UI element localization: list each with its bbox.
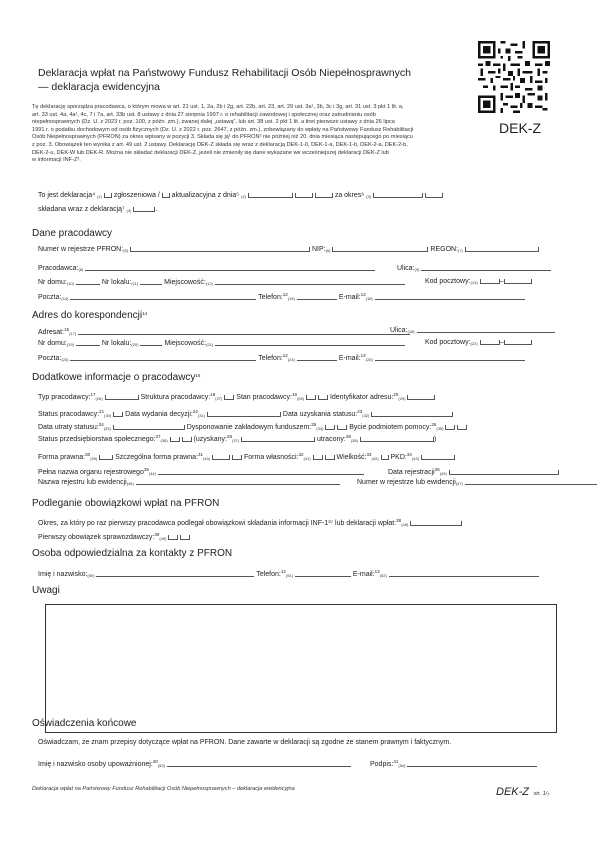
social-lost-date[interactable] — [360, 437, 434, 442]
employer-contact-row: Poczta:(14) Telefon:$^{12}$(15) E-mail:$^{13}$(16) — [38, 291, 525, 303]
employer-street-field[interactable] — [421, 264, 551, 271]
additional-row-2: Status pracodawcy:$^{21}$(30) Data wydania decyzji:$^{22}$(31) Data uzyskania statusu:$^{23}$(32) — [38, 408, 453, 420]
footer-text: Deklaracja wpłat na Państwowy Fundusz Rehabilitacji Osób Niepełnosprawnych – deklaracja ewidencyjna — [32, 786, 295, 792]
ownership-b[interactable] — [325, 455, 335, 460]
employer-id-row: Numer w rejestrze PFRON:(5) NIP:(6) REGON:(7) — [38, 246, 539, 255]
employer-postcode-row: Kod pocztowy:(13) – — [425, 278, 532, 287]
employer-city-field[interactable] — [215, 278, 405, 285]
pkd-field[interactable] — [421, 455, 455, 460]
signature-row: Podpis:$^{41}$(54) — [370, 758, 537, 770]
registry-authority-field[interactable] — [158, 468, 364, 475]
corr-address-row: Adresat:$^{15}$(17) — [38, 326, 410, 338]
employer-phone-field[interactable] — [297, 293, 337, 300]
registry-name-field[interactable] — [136, 478, 340, 485]
qr-code — [478, 41, 550, 113]
employer-type-field[interactable] — [105, 395, 139, 400]
final-row: Imię i nazwisko osoby upoważnionej:$^{40}$(53) — [38, 758, 351, 770]
corr-flat-field[interactable] — [140, 339, 162, 346]
social-yes[interactable] — [170, 437, 180, 442]
section-remarks: Uwagi — [32, 585, 60, 596]
update-date-month[interactable] — [295, 193, 313, 198]
aid-yes[interactable] — [445, 425, 455, 430]
declaration-type-row: To jest deklaracja⁴ (1) zgłoszeniowa / aktualizacyjna z dnia⁵ (2) za okres⁶ (3) — [38, 192, 443, 201]
obligation-period-field[interactable] — [410, 521, 462, 526]
corr-street-field[interactable] — [417, 326, 555, 333]
additional-row-1: Typ pracodawcy:$^{17}$(26) Struktura pracodawcy:$^{18}$(27) Stan pracodawcy:$^{19}$(28) Identyfikator adresu:$^{20}$(29) — [38, 391, 435, 403]
signature-field[interactable] — [407, 760, 537, 767]
employer-post-field[interactable] — [70, 293, 256, 300]
law-form-detail-a[interactable] — [212, 455, 230, 460]
employer-state-b[interactable] — [318, 395, 328, 400]
remarks-textarea[interactable] — [45, 604, 557, 733]
page-title: Deklaracja wpłat na Państwowy Fundusz Rehabilitacji Osób Niepełnosprawnych — [38, 67, 411, 79]
section-additional: Dodatkowe informacje o pracodawcy$^{16}$ — [32, 372, 201, 383]
corr-city-field[interactable] — [215, 339, 405, 346]
decision-date-field[interactable] — [207, 412, 281, 417]
registry-row-1: Pełna nazwa organu rejestrowego$^{35}$(44) — [38, 466, 364, 478]
employer-structure-field[interactable] — [224, 395, 234, 400]
nip-field[interactable] — [332, 247, 428, 252]
employer-street-row: Ulica:(9) — [397, 264, 551, 274]
status-date-field[interactable] — [371, 412, 453, 417]
corr-house-field[interactable] — [76, 339, 100, 346]
employer-name-row: Pracodawca:(8) — [38, 264, 375, 274]
intro-paragraph: Tę deklarację sporządza pracodawca, o którym mowa w art. 21 ust. 1, 2a, 2b i 2g, art. 22b, art. 23, art. 29 ust. 3a¹, 3b, 3c i 3g, art. 31 ust. 3 pkt 1 lit. a, art. 33 ust. 4a, 4a¹, 4c, 7 i 7a, art. 33b ust. 8 ustawy z dnia 27 sierpnia 1997 r. o rehabilitacji zawodowej i społecznej oraz zatrudnianiu osób niepełnosprawnych (Dz. U. z 2023 r. poz. 100, z późn. zm.), zwanej dalej „ustawą”, lub art. 38 ust. 2 pkt 1 lit. a tiret pierwsze ustawy z dnia 26 lipca 1991 r. o podatku dochodowym od osób fizycznych (Dz. U. z 2022 r. poz. 2647, z późn. zm.), zobowiązany do wpłaty na Państwowy Fundusz Rehabilitacji Osób Niepełnosprawnych (PFRON) za okres wpisany w pozycji 3. Składa się ją¹ do PFRON² nie później niż 20. dnia miesiąca następującego po miesiącu z poz. 3. Obowiązek ten wynika z art. 49 ust. 2 ustawy. Deklarację DEK-Z składa się wraz z deklaracją DEK-1-0, DEK-1-a, DEK-1-b, DEK-2-a, DEK-2-b, DEK-2-u, DEK-W lub DEK-R. Można nie składać deklaracji DEK-Z, jeżeli nie zmieniły się dane wykazane we wcześniejszej deklaracji DEK-Z lub w informacji INF-Z³. — [32, 104, 414, 164]
corr-phone-field[interactable] — [297, 354, 337, 361]
corr-postcode-a[interactable] — [480, 340, 500, 345]
aid-no[interactable] — [457, 425, 467, 430]
corr-postcode-row: Kod pocztowy:(22) – — [425, 339, 532, 348]
page-subtitle: — deklaracja ewidencyjna — [38, 81, 160, 93]
registry-date-field[interactable] — [449, 470, 559, 475]
employer-state-a[interactable] — [306, 395, 316, 400]
registry-number-row: Numer w rejestrze lub ewidencji(47) — [357, 478, 597, 488]
registry-date-row: Data rejestracji$^{36}$(45) — [388, 466, 559, 478]
registry-row-2: Nazwa rejestru lub ewidencji(46) — [38, 478, 340, 488]
section-employer: Dane pracodawcy — [32, 228, 113, 239]
authorized-name-field[interactable] — [167, 760, 351, 767]
update-date-field[interactable] — [248, 193, 293, 198]
footer-code: DEK-Z str. 1/₇ — [496, 786, 550, 798]
obligation-row-2: Pierwszy obowiązek sprawozdawczy:$^{39}$(49) — [38, 531, 190, 543]
employer-email-field[interactable] — [375, 293, 525, 300]
social-obtained-date[interactable] — [241, 437, 315, 442]
checkbox-submission[interactable] — [104, 193, 112, 198]
contact-phone-field[interactable] — [295, 570, 351, 577]
corr-contact-row: Poczta:(23) Telefon:$^{12}$(24) E-mail:$^{13}$(25) — [38, 352, 525, 364]
size-field[interactable] — [381, 455, 389, 460]
additional-row-3: Data utraty statusu:$^{24}$(33) Dysponowanie zakładowym funduszem:$^{25}$(34) Bycie podmiotem pomocy:$^{26}$(35) — [38, 421, 467, 433]
employer-status-field[interactable] — [113, 412, 123, 417]
additional-row-4: Status przedsiębiorstwa społecznego:$^{27}$(36) (uzyskany:$^{28}$(37) utracony:$^{29}$(38) ) — [38, 434, 437, 443]
section-final: Oświadczenia końcowe — [32, 718, 137, 729]
first-obligation-b[interactable] — [180, 535, 190, 540]
corr-house-row: Nr domu:(19) Nr lokalu:(20) Miejscowość:(21) — [38, 339, 405, 349]
law-form-detail-b[interactable] — [232, 455, 242, 460]
fund-no[interactable] — [337, 425, 347, 430]
checkbox-update[interactable] — [162, 193, 170, 198]
form-code: DEK-Z — [499, 120, 541, 136]
contact-name-field[interactable] — [96, 570, 254, 577]
corr-postcode-b[interactable] — [504, 340, 532, 345]
obligation-row-1: Okres, za który po raz pierwszy pracodawca podlegał obowiązkowi składania informacji INF-1³⁷ lub deklaracji wpłat:$^{38}$(48) — [38, 517, 462, 529]
update-date-day[interactable] — [315, 193, 333, 198]
employer-house-row: Nr domu:(10) Nr lokalu:(11) Miejscowość:(12) — [38, 278, 405, 288]
fund-yes[interactable] — [325, 425, 335, 430]
contact-row: Imię i nazwisko:(50) Telefon:$^{12}$(51) E-mail:$^{13}$(52) — [38, 568, 539, 580]
corr-addressee-field[interactable] — [78, 328, 410, 335]
employer-name-field[interactable] — [85, 264, 375, 271]
social-no[interactable] — [182, 437, 192, 442]
employer-postcode-a[interactable] — [480, 279, 500, 284]
declaration-with-row: składana wraz z deklaracją⁷ (4) . — [38, 206, 158, 213]
section-contact: Osoba odpowiedzialna za kontakty z PFRON — [32, 548, 233, 559]
section-obligation: Podleganie obowiązkowi wpłat na PFRON — [32, 498, 220, 509]
employer-flat-field[interactable] — [140, 278, 162, 285]
corr-post-field[interactable] — [70, 354, 256, 361]
employer-house-field[interactable] — [76, 278, 100, 285]
contact-email-field[interactable] — [389, 570, 539, 577]
ownership-a[interactable] — [313, 455, 323, 460]
corr-street-row: Ulica:(18) — [390, 326, 555, 336]
pfron-number-field[interactable] — [130, 247, 310, 252]
corr-email-field[interactable] — [375, 354, 525, 361]
period-month[interactable] — [425, 193, 443, 198]
regon-field[interactable] — [465, 247, 539, 252]
loss-date-field[interactable] — [113, 425, 185, 430]
additional-row-5: Forma prawna:$^{30}$(39) Szczególna forma prawna:$^{31}$(40) Forma własności:$^{32}$(41) Wielkość:$^{33}$(42) PKD:$^{34}$(43) — [38, 451, 455, 463]
employer-postcode-b[interactable] — [504, 279, 532, 284]
first-obligation-a[interactable] — [168, 535, 178, 540]
registry-number-field[interactable] — [465, 478, 597, 485]
final-statement: Oświadczam, że znam przepisy dotyczące wpłat na PFRON. Dane zawarte w deklaracji są zgodne ze stanem prawnym i faktycznym. — [38, 739, 452, 746]
address-id-field[interactable] — [407, 395, 435, 400]
period-field[interactable] — [373, 193, 423, 198]
section-correspondence: Adres do korespondencji$^{14}$ — [32, 310, 148, 321]
law-form-field[interactable] — [99, 455, 113, 460]
with-declaration-field[interactable] — [133, 207, 155, 212]
